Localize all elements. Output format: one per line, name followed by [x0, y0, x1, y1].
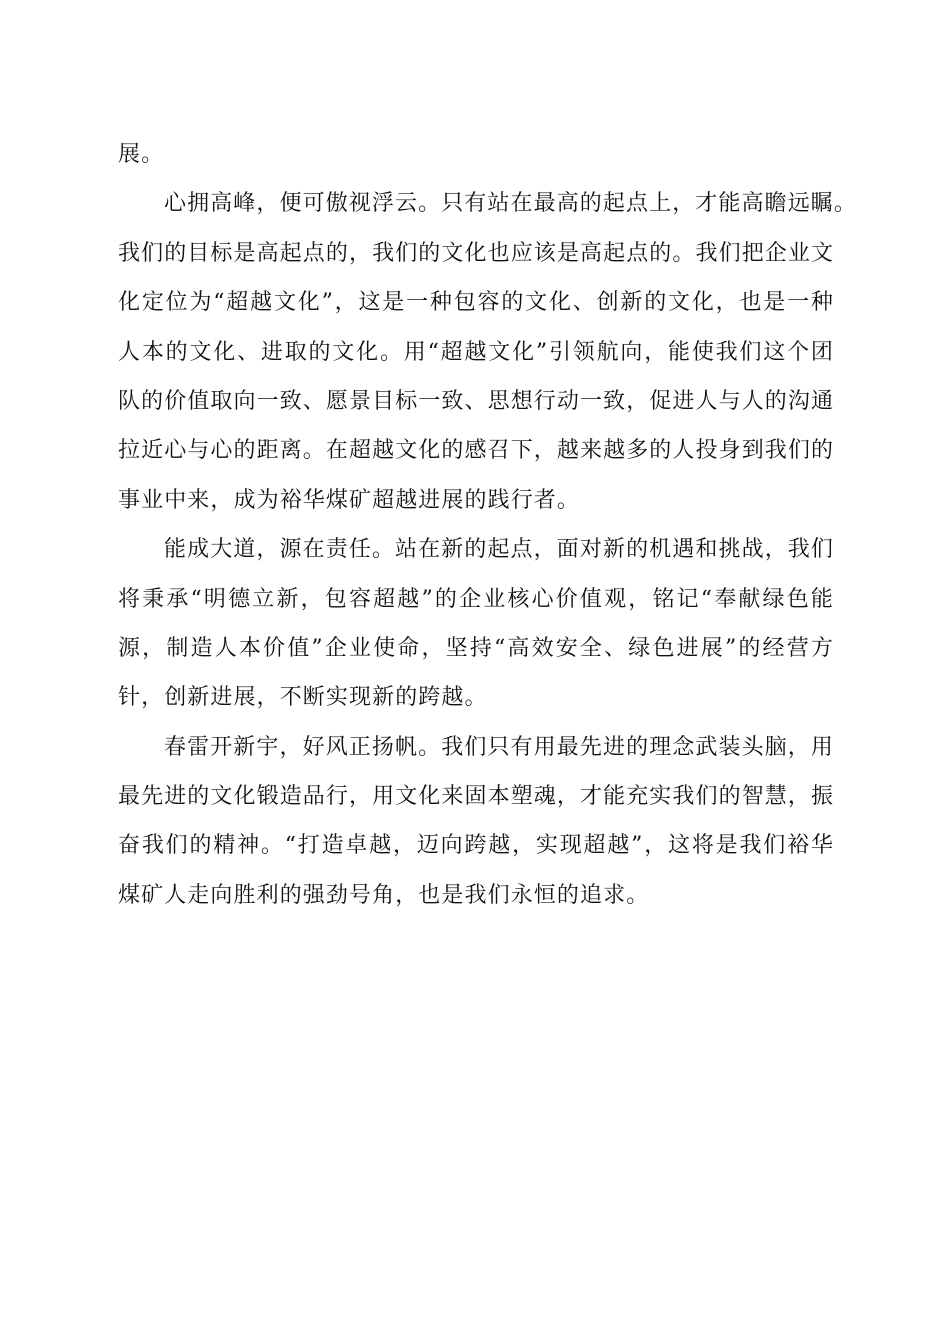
text-line: 源，制造人本价值”企业使命，坚持“高效安全、绿色进展”的经营方	[118, 635, 834, 661]
text-line: 人本的文化、进取的文化。用“超越文化”引领航向，能使我们这个团	[118, 339, 834, 365]
text-line: 奋我们的精神。“打造卓越，迈向跨越，实现超越”，这将是我们裕华	[118, 833, 834, 859]
text-line: 煤矿人走向胜利的强劲号角，也是我们永恒的追求。	[118, 882, 650, 908]
text-line: 将秉承“明德立新，包容超越”的企业核心价值观，铭记“奉献绿色能	[118, 586, 834, 612]
text-line: 队的价值取向一致、愿景目标一致、思想行动一致，促进人与人的沟通	[118, 388, 835, 414]
text-line: 事业中来，成为裕华煤矿超越进展的践行者。	[118, 487, 581, 513]
text-line: 最先进的文化锻造品行，用文化来固本塑魂，才能充实我们的智慧，振	[118, 784, 835, 810]
text-line: 我们的目标是高起点的，我们的文化也应该是高起点的。我们把企业文	[118, 240, 835, 266]
text-line: 针，创新进展，不断实现新的跨越。	[118, 685, 488, 711]
document-body	[118, 130, 858, 920]
paragraph-first-line: 春雷开新宇，好风正扬帆。我们只有用最先进的理念武装头脑，用	[164, 734, 834, 760]
paragraph-first-line: 能成大道，源在责任。站在新的起点，面对新的机遇和挑战，我们	[164, 537, 834, 563]
paragraph-first-line: 心拥高峰，便可傲视浮云。只有站在最高的起点上，才能高瞻远瞩。	[164, 191, 858, 217]
text-line: 拉近心与心的距离。在超越文化的感召下，越来越多的人投身到我们的	[118, 438, 835, 464]
text-line: 展。	[118, 142, 165, 167]
text-line: 化定位为“超越文化”，这是一种包容的文化、创新的文化，也是一种	[118, 290, 834, 316]
